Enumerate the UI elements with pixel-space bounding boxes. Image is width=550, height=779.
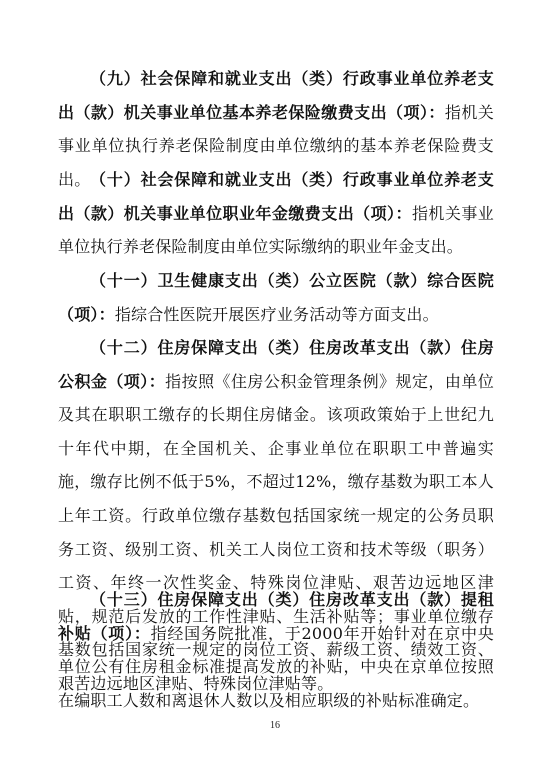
paragraph-11: [58, 264, 494, 331]
paragraph-11-heading: （十一）卫生健康支出（类）公立医院（款）综合医院（项）：: [58, 271, 494, 324]
paragraph-13-heading: （十三）住房保障支出（类）住房改革支出（款）提租补贴（项）：: [58, 590, 494, 643]
paragraph-13-body: 指经国务院批准，于2000年开始针对在京中央单位公有住房租金标准提高发放的补贴，中央在京单位按照在编职工人数和离退休人数以及相应职级的补贴标准确定。: [58, 623, 494, 710]
paragraph-9-heading: （九）社会保障和就业支出（类）行政事业单位养老支出（款）机关事业单位基本养老保险缴费支出（项）：: [58, 69, 494, 122]
paragraph-13: [58, 583, 494, 717]
paragraph-12-heading: （十二）住房保障支出（类）住房改革支出（款）住房公积金（项）：: [58, 338, 494, 391]
paragraph-10-heading: （十）社会保障和就业支出（类）行政事业单位养老支出（款）机关事业单位职业年金缴费支出（项）：: [58, 170, 494, 223]
paragraph-12-body: 指按照《住房公积金管理条例》规定，由单位及其在职职工缴存的长期住房储金。该项政策始于上世纪九十年代中期，在全国机关、企事业单位在职职工中普遍实施，缴存比例不低于5%，不超过12%，缴存基数为职工本人上年工资。行政单位缴存基数包括国家统一规定的公务员职务工资、级别工资、机关工人岗位工资和技术等级（职务）工资、年终一次性奖金、特殊岗位津贴、艰苦边远地区津贴，规范后发放的工作性津贴、生活补贴等；事业单位缴存基数包括国家统一规定的岗位工资、薪级工资、绩效工资、艰苦边远地区津贴、特殊岗位津贴等。: [58, 371, 494, 693]
paragraph-11-body: 指综合性医院开展医疗业务活动等方面支出。: [114, 304, 439, 324]
paragraph-9-body: 指机关事业单位执行养老保险制度由单位缴纳的基本养老保险费支出。: [58, 102, 494, 189]
paragraph-10-body: 指机关事业单位执行养老保险制度由单位实际缴纳的职业年金支出。: [58, 203, 494, 257]
page-number: 16: [270, 720, 280, 731]
paragraph-10: [58, 163, 494, 264]
